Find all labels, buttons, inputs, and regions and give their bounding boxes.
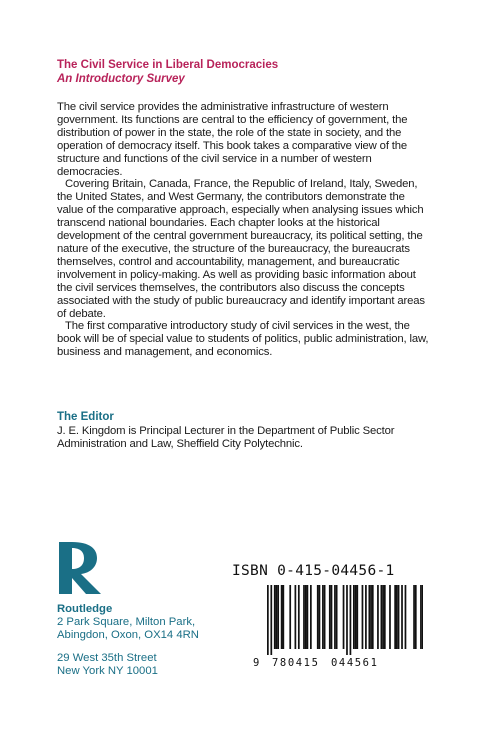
book-title: The Civil Service in Liberal Democracies: [57, 59, 279, 71]
barcode-bar: [277, 585, 279, 649]
barcode-bar: [281, 585, 283, 649]
barcode-bar: [267, 585, 269, 655]
publisher-address-line: Abingdon, Oxon, OX14 4RN: [57, 629, 199, 641]
barcode-bar: [303, 585, 305, 649]
barcode-bar: [353, 585, 355, 649]
isbn-barcode: [253, 585, 423, 657]
barcode-bar: [401, 585, 403, 649]
editor-heading: The Editor: [57, 411, 114, 423]
blurb-paragraph: The civil service provides the administrative infrastructure of western government. Its functions are central to the efficiency of government, the distribution of power in the state, the role of the state in society, and the operation of democracy itself. This book takes a comparative view of the structure and functions of the civil service in a number of western democracies.: [57, 101, 408, 178]
barcode-bar: [289, 585, 291, 649]
barcode-bar: [343, 585, 345, 649]
barcode-bar: [377, 585, 379, 649]
publisher-name: Routledge: [57, 603, 113, 615]
book-subtitle: An Introductory Survey: [57, 73, 185, 85]
barcode-bar: [329, 585, 331, 649]
barcode-bar: [346, 585, 348, 655]
barcode-bar: [270, 585, 272, 655]
barcode-bar: [274, 585, 276, 649]
barcode-bar: [384, 585, 386, 649]
blurb: [57, 101, 429, 359]
barcode-bar: [420, 585, 422, 649]
barcode-bar: [276, 585, 278, 649]
barcode-bar: [324, 585, 326, 649]
barcode-digits-group1: 780415: [272, 657, 320, 669]
publisher-address-line: New York NY 10001: [57, 665, 158, 677]
barcode-bar: [365, 585, 367, 649]
publisher-address-line: 29 West 35th Street: [57, 652, 157, 664]
barcode-bar: [298, 585, 300, 649]
barcode-digits-group2: 044561: [331, 657, 379, 669]
barcode-bar: [310, 585, 312, 649]
barcode-bar: [295, 585, 297, 649]
routledge-r-logo: [57, 540, 103, 596]
barcode-bar: [319, 585, 321, 649]
barcode-bar: [334, 585, 336, 649]
barcode-bar: [336, 585, 338, 649]
barcode-bar: [322, 585, 324, 649]
barcode-bar: [422, 585, 423, 649]
barcode-bar: [372, 585, 374, 649]
barcode-bar: [382, 585, 384, 649]
publisher-address-line: 2 Park Square, Milton Park,: [57, 616, 196, 628]
barcode-bar: [282, 585, 284, 649]
barcode-bar: [317, 585, 319, 649]
barcode-bar: [405, 585, 407, 649]
barcode-bar: [381, 585, 383, 649]
barcode-bar: [368, 585, 370, 649]
barcode-bar: [389, 585, 391, 649]
barcode-bar: [396, 585, 398, 649]
barcode-bar: [398, 585, 400, 649]
barcode-bar: [305, 585, 307, 649]
barcode-bar: [362, 585, 364, 649]
editor-bio: J. E. Kingdom is Principal Lecturer in the Department of Public Sector Administration and Law, Sheffield City Polytechnic.: [57, 425, 395, 450]
barcode-bar: [350, 585, 352, 655]
blurb-paragraph: Covering Britain, Canada, France, the Republic of Ireland, Italy, Sweden, the United States, and West Germany, the contributors demonstrate the value of the comparative approach, especially when analysing issues which transcend national boundaries. Each chapter looks at the historical development of the central government bureaucracy, its political setting, the nature of the executive, the structure of the bureaucracy, the bureaucrats themselves, control and accountability, management, and bureaucratic involvement in policy-making. As well as providing basic information about the civil services themselves, the contributors also discuss the concepts associated with the study of public bureaucracy and identify important areas of debate.: [57, 178, 425, 320]
barcode-bar: [356, 585, 358, 649]
barcode-bar: [307, 585, 309, 649]
barcode-bar: [370, 585, 372, 649]
barcode-bar: [415, 585, 417, 649]
blurb-paragraph: The first comparative introductory study of civil services in the west, the book will be of special value to students of politics, public administration, law, business and management, and economics.: [57, 320, 429, 359]
barcode-bar: [413, 585, 415, 649]
barcode-bar: [394, 585, 396, 649]
barcode-digits-lead: 9: [253, 657, 261, 669]
barcode-bar: [355, 585, 357, 649]
barcode-bar: [331, 585, 333, 649]
isbn-label: ISBN 0-415-04456-1: [232, 563, 395, 579]
